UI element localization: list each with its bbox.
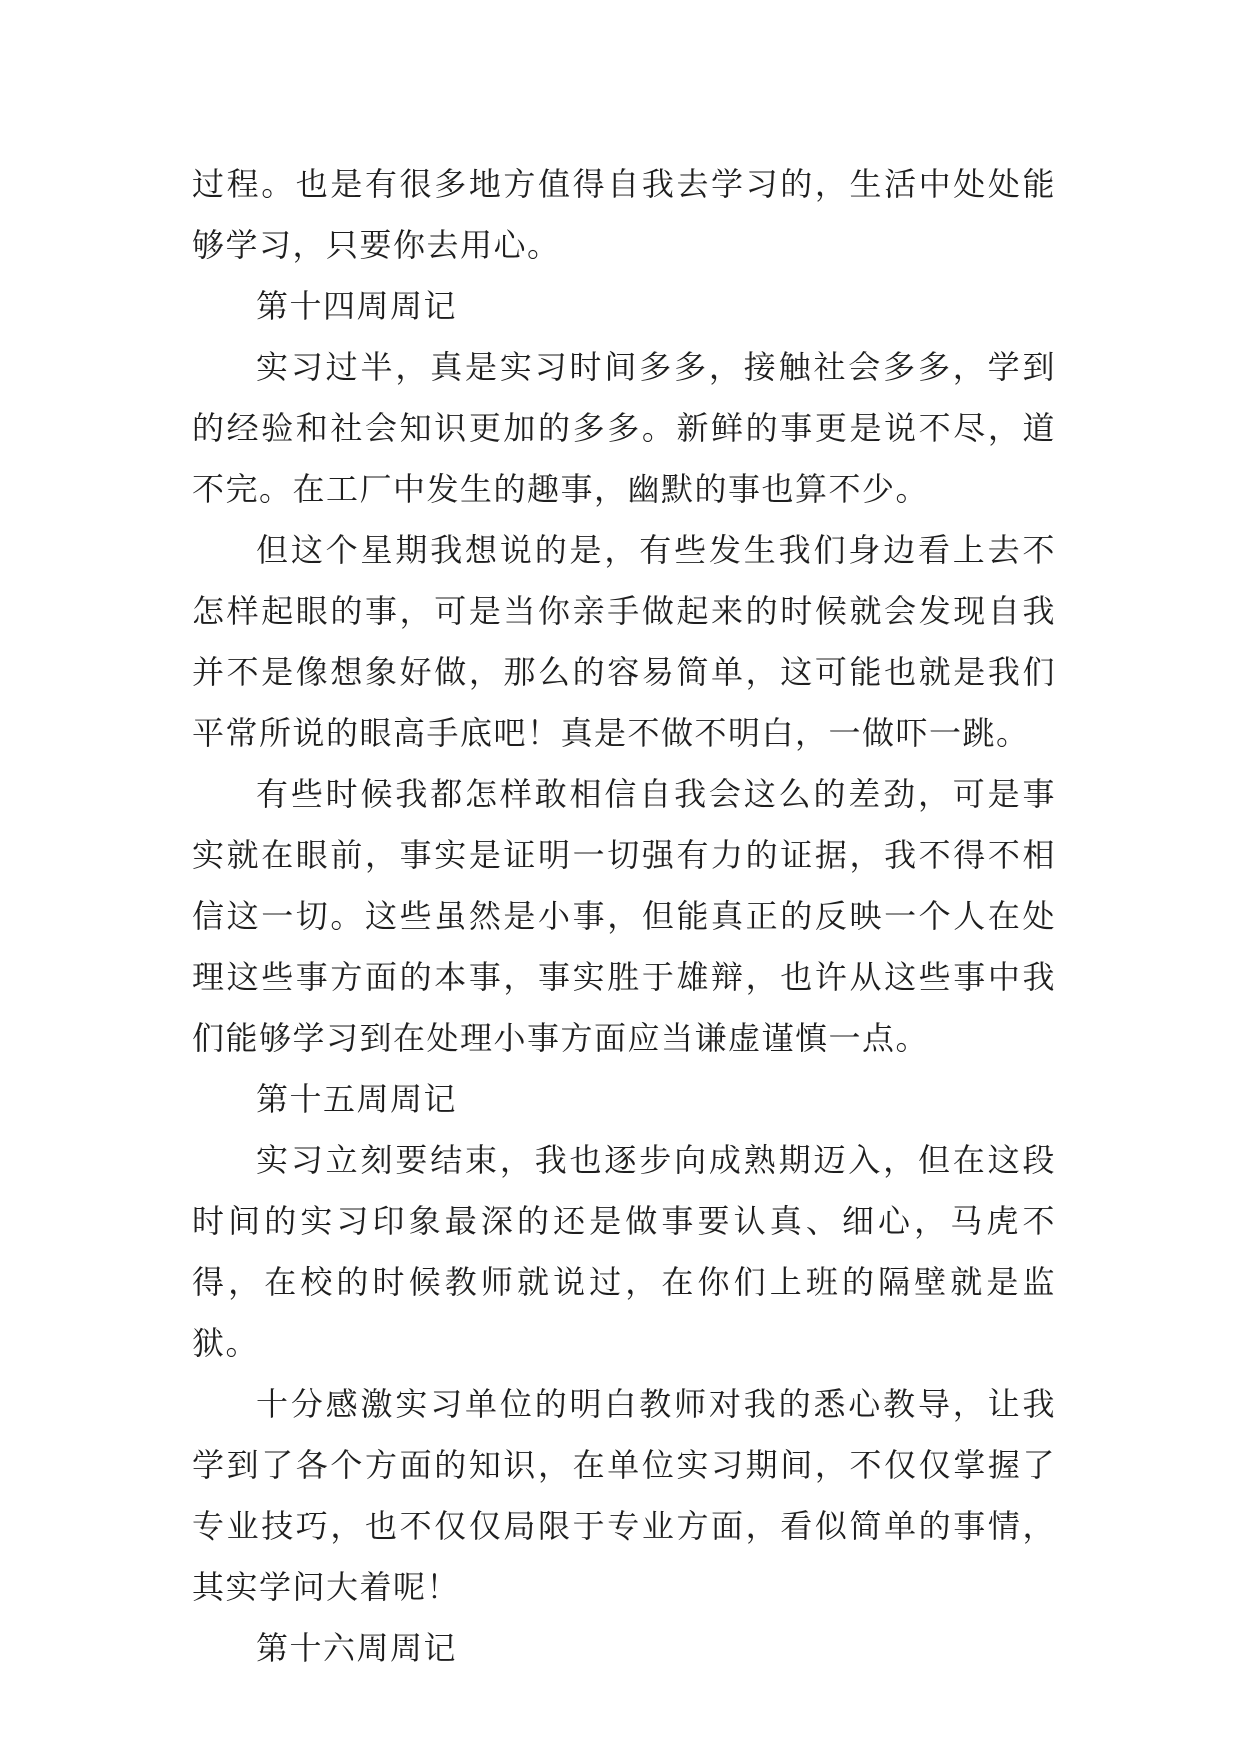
paragraph-continuation: 过程。也是有很多地方值得自我去学习的，生活中处处能够学习，只要你去用心。: [192, 165, 1056, 264]
document-body: [192, 154, 1056, 1679]
paragraph: 实习过半，真是实习时间多多，接触社会多多，学到的经验和社会知识更加的多多。新鲜的事更是说不尽，道不完。在工厂中发生的趣事，幽默的事也算不少。: [192, 348, 1056, 508]
paragraph: 有些时候我都怎样敢相信自我会这么的差劲，可是事实就在眼前，事实是证明一切强有力的证据，我不得不相信这一切。这些虽然是小事，但能真正的反映一个人在处理这些事方面的本事，事实胜于雄辩，也许从这些事中我们能够学习到在处理小事方面应当谦虚谨慎一点。: [192, 775, 1056, 1057]
paragraph: 实习立刻要结束，我也逐步向成熟期迈入，但在这段时间的实习印象最深的还是做事要认真、细心，马虎不得，在校的时候教师就说过，在你们上班的隔壁就是监狱。: [192, 1141, 1056, 1362]
week-16-heading: 第十六周周记: [256, 1629, 458, 1667]
paragraph: 十分感激实习单位的明白教师对我的悉心教导，让我学到了各个方面的知识，在单位实习期间，不仅仅掌握了专业技巧，也不仅仅局限于专业方面，看似简单的事情，其实学问大着呢！: [192, 1385, 1056, 1606]
week-14-heading: 第十四周周记: [256, 287, 458, 325]
paragraph: 但这个星期我想说的是，有些发生我们身边看上去不怎样起眼的事，可是当你亲手做起来的时候就会发现自我并不是像想象好做，那么的容易简单，这可能也就是我们平常所说的眼高手底吧！真是不做不明白，一做吓一跳。: [192, 531, 1056, 752]
week-15-heading: 第十五周周记: [256, 1080, 458, 1118]
